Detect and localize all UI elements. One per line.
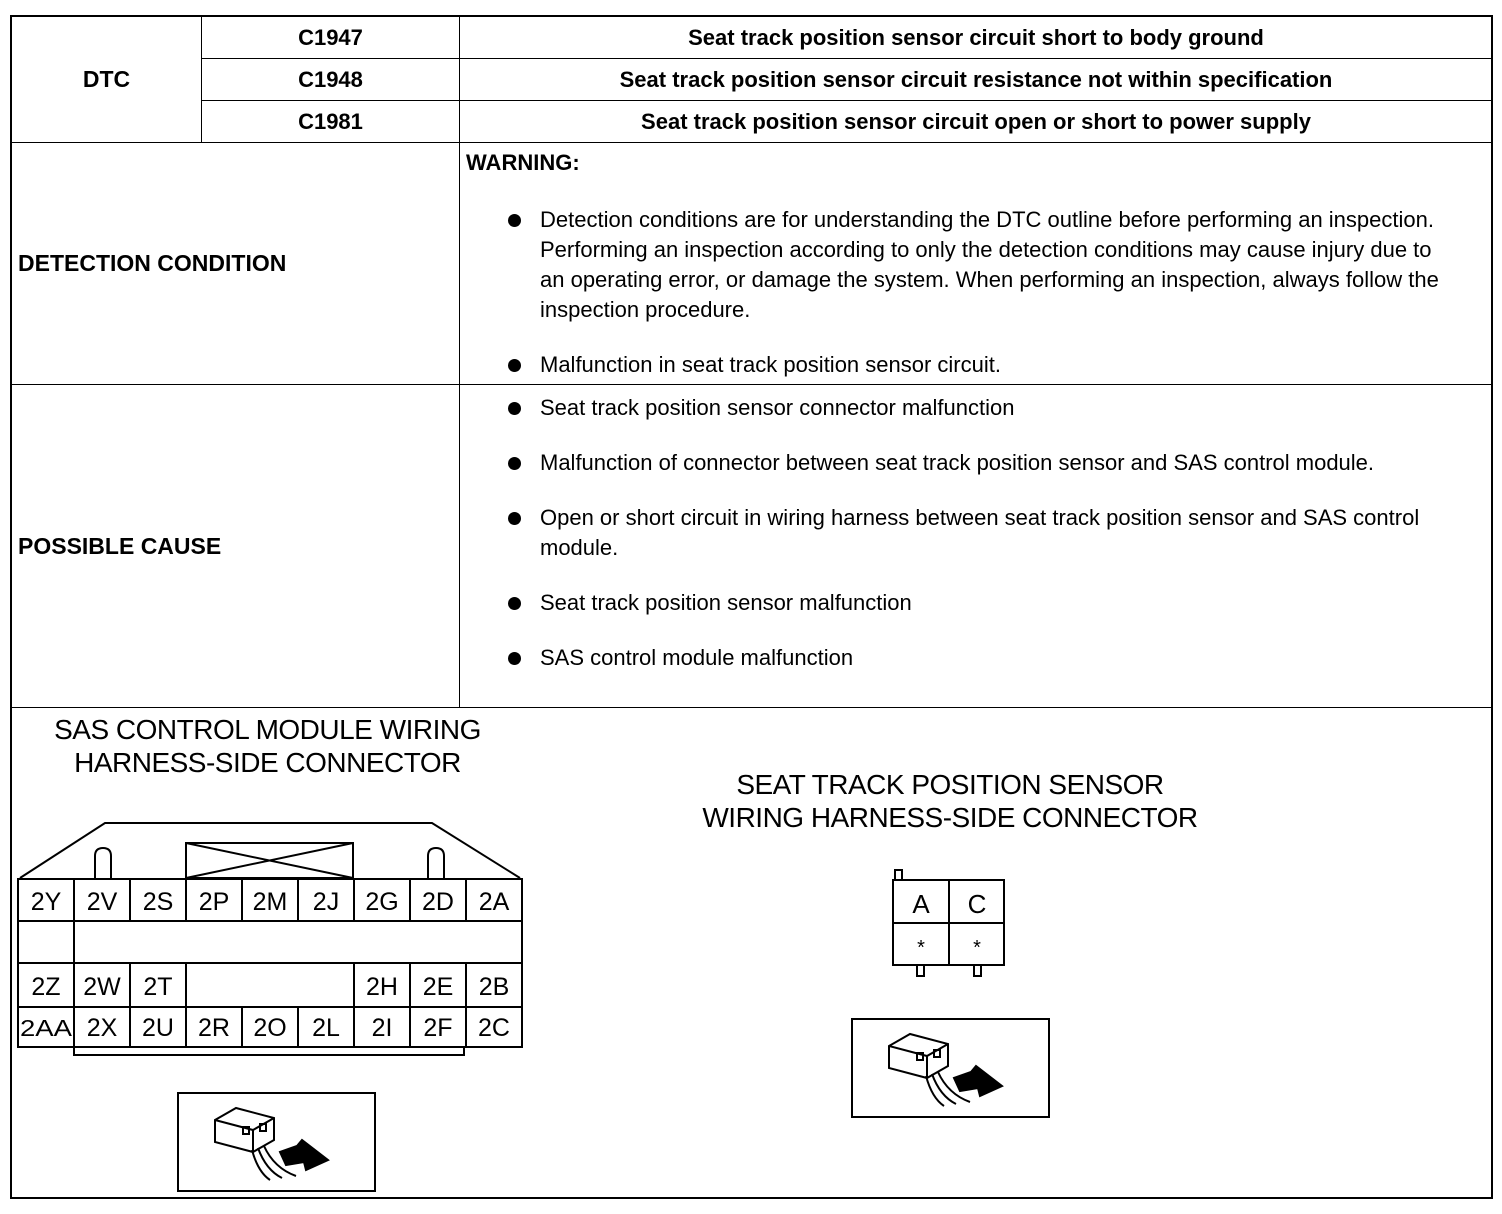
list-item: Malfunction of connector between seat track position sensor and SAS control module. [508,448,1468,478]
pin-label: 2D [422,888,454,916]
pin-label: 2L [312,1014,340,1042]
dtc-code: C1948 [298,66,363,92]
detection-label: DETECTION CONDITION [18,250,287,276]
pin-label: 2F [423,1014,453,1042]
pin-label: C [967,889,987,919]
dtc-code: C1981 [298,108,363,134]
pin-label: 2X [86,1014,118,1042]
pin-label: 2R [198,1014,230,1042]
dtc-description: Seat track position sensor circuit short to body ground [688,24,1264,50]
pin-label: 2P [198,888,230,916]
harness-view-icon [178,1093,375,1191]
pin-mark: * [973,937,981,959]
dtc-label: DTC [82,66,131,92]
dtc-description: Seat track position sensor circuit open or short to power supply [641,108,1311,134]
list-item: Malfunction in seat track position sensor circuit. [508,350,1448,380]
harness-view-icon [852,1019,1049,1117]
pin-label: 2E [422,973,454,1001]
pin-label: 2Y [30,888,62,916]
pin-label: 2H [366,973,398,1001]
pin-label: 2T [143,973,173,1001]
pin-label: A [912,889,930,919]
pin-label: 2W [83,973,121,1001]
pin-label: 2S [142,888,174,916]
pin-label: 2O [253,1014,287,1042]
pin-label: 2J [312,888,340,916]
pin-label: 2M [252,888,288,916]
pin-label: 2A [478,888,510,916]
warning-title: WARNING: [466,150,580,175]
seat-connector-diagram [893,870,1004,976]
sas-connector-title: SAS CONTROL MODULE WIRING HARNESS-SIDE CONNECTOR [54,714,481,778]
list-item: Seat track position sensor malfunction [508,588,1468,618]
pin-label: 2B [478,973,510,1001]
dtc-description: Seat track position sensor circuit resistance not within specification [619,66,1333,92]
dtc-code: C1947 [298,24,363,50]
pin-mark: * [917,937,925,959]
possible-cause-label: POSSIBLE CAUSE [18,532,222,559]
pin-label: 2I [371,1014,393,1042]
list-item: Open or short circuit in wiring harness between seat track position sensor and SAS control module. [508,503,1468,563]
pin-label: 2G [365,888,399,916]
seat-connector-title: SEAT TRACK POSITION SENSOR WIRING HARNESS-SIDE CONNECTOR [702,769,1198,833]
pin-label: 2Z [31,973,61,1001]
list-item: Seat track position sensor connector malfunction [508,393,1468,423]
list-item: SAS control module malfunction [508,643,1468,673]
pin-label: 2C [478,1014,510,1042]
pin-label: 2V [86,888,118,916]
pin-label: 2U [142,1014,174,1042]
pin-label: 2AA [20,1015,73,1041]
list-item: Detection conditions are for understanding the DTC outline before performing an inspection. Performing an inspection according to only the detection conditions may cause injury due to an operating error, or damage the system. When performing an inspection, always follow the inspection procedure. [508,205,1448,325]
